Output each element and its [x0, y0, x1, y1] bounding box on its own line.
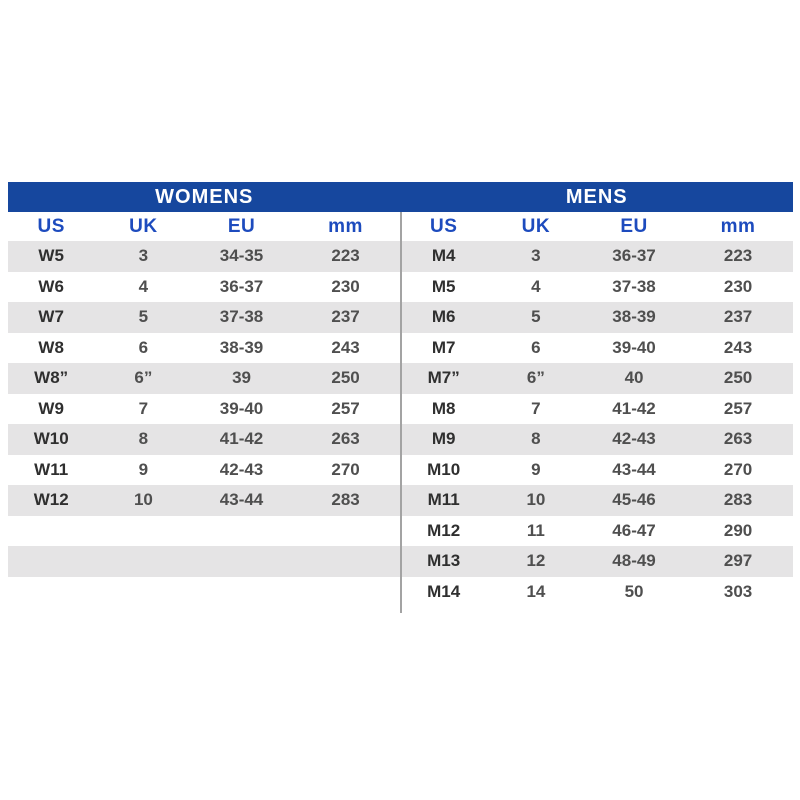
size-cell: 230 — [723, 276, 753, 296]
title-bar — [8, 182, 793, 212]
table-row — [401, 424, 794, 455]
size-cell: 243 — [331, 337, 360, 357]
table-row — [8, 455, 401, 486]
size-cell: 5 — [138, 307, 149, 327]
size-cell: 9 — [531, 459, 541, 479]
size-cell: 10 — [133, 490, 153, 510]
table-row — [401, 577, 794, 608]
size-cell: 3 — [531, 246, 541, 266]
size-cell: 4 — [531, 276, 541, 296]
size-cell: 263 — [331, 429, 360, 449]
table-row — [401, 272, 794, 303]
womens-size-table — [8, 212, 401, 607]
mens-col-header-us: US — [401, 212, 487, 241]
size-cell: 14 — [526, 581, 546, 601]
size-cell: M12 — [427, 520, 461, 540]
size-cell: 257 — [723, 398, 753, 418]
size-cell: M9 — [431, 429, 456, 449]
womens-column-header-row — [8, 212, 401, 241]
size-cell: 7 — [138, 398, 149, 418]
mens-table-body — [401, 241, 794, 607]
size-cell — [192, 516, 290, 547]
size-cell: M4 — [431, 246, 456, 266]
table-row — [8, 485, 401, 516]
size-cell: 46-47 — [612, 520, 656, 540]
size-cell: 37-38 — [612, 276, 656, 296]
table-row — [401, 546, 794, 577]
size-cell: 43-44 — [219, 490, 264, 510]
size-cell: 40 — [624, 368, 644, 388]
size-cell: W12 — [33, 490, 69, 510]
table-row — [8, 241, 401, 272]
size-cell: 6” — [526, 368, 545, 388]
size-cell: 230 — [331, 276, 360, 296]
table-row — [8, 333, 401, 364]
size-cell — [291, 577, 401, 608]
size-cell: 41-42 — [219, 429, 264, 449]
size-cell: 297 — [723, 551, 753, 571]
size-cell: 270 — [331, 459, 360, 479]
size-cell — [8, 516, 94, 547]
mens-col-header-mm: mm — [683, 212, 793, 241]
size-cell: M8 — [431, 398, 456, 418]
table-divider — [400, 212, 402, 613]
size-cell: 7 — [531, 398, 541, 418]
size-cell: 257 — [331, 398, 360, 418]
size-cell: 41-42 — [612, 398, 656, 418]
size-cell: W11 — [34, 459, 69, 479]
size-cell: M10 — [427, 459, 461, 479]
mens-column-header-row — [401, 212, 794, 241]
size-cell: 43-44 — [612, 459, 656, 479]
size-cell: W5 — [38, 246, 64, 266]
table-row — [8, 363, 401, 394]
size-cell: W6 — [38, 276, 64, 296]
size-cell: M7” — [427, 368, 460, 388]
size-cell: 8 — [531, 429, 541, 449]
mens-section-title: MENS — [565, 185, 628, 208]
table-row — [8, 424, 401, 455]
size-cell: 4 — [138, 276, 149, 296]
size-cell: 290 — [723, 520, 753, 540]
table-row — [8, 546, 401, 577]
table-row — [401, 363, 794, 394]
size-cell — [94, 577, 192, 608]
womens-section-title: WOMENS — [155, 185, 254, 208]
table-row — [8, 272, 401, 303]
table-row — [8, 394, 401, 425]
size-cell: 283 — [723, 490, 753, 510]
size-cell: 237 — [331, 307, 360, 327]
size-cell: 6 — [531, 337, 541, 357]
size-cell: 39 — [232, 368, 251, 388]
size-cell: 37-38 — [219, 307, 264, 327]
size-cell: 42-43 — [612, 429, 656, 449]
size-cell: 3 — [138, 246, 149, 266]
size-cell: 263 — [723, 429, 753, 449]
size-cell: 38-39 — [612, 307, 656, 327]
size-cell: 45-46 — [612, 490, 656, 510]
size-cell: 36-37 — [612, 246, 656, 266]
size-cell — [192, 546, 290, 577]
size-chart — [8, 182, 793, 607]
womens-col-header-mm: mm — [291, 212, 401, 241]
size-cell — [94, 546, 192, 577]
table-row — [401, 516, 794, 547]
size-cell: 303 — [723, 581, 753, 601]
table-row — [8, 577, 401, 608]
size-cell: 243 — [723, 337, 753, 357]
table-row — [8, 302, 401, 333]
size-cell: W10 — [33, 429, 69, 449]
size-cell: M5 — [431, 276, 456, 296]
size-cell: W9 — [38, 398, 64, 418]
size-cell: 250 — [331, 368, 360, 388]
size-cell: M7 — [431, 337, 456, 357]
mens-col-header-eu: EU — [585, 212, 683, 241]
size-cell — [291, 516, 401, 547]
size-cell: 223 — [723, 246, 753, 266]
size-cell — [8, 546, 94, 577]
size-cell — [8, 577, 94, 608]
size-cell: M13 — [427, 551, 461, 571]
size-cell: 8 — [138, 429, 149, 449]
table-row — [401, 394, 794, 425]
womens-table-body — [8, 241, 401, 607]
size-cell — [291, 546, 401, 577]
size-cell: 34-35 — [219, 246, 264, 266]
size-cell: 10 — [526, 490, 546, 510]
size-cell: W8 — [38, 337, 64, 357]
size-cell: 50 — [624, 581, 644, 601]
size-cell: 223 — [331, 246, 360, 266]
size-cell: 283 — [331, 490, 360, 510]
womens-col-header-eu: EU — [192, 212, 290, 241]
size-cell: 6 — [138, 337, 149, 357]
table-row — [401, 241, 794, 272]
size-cell: 237 — [723, 307, 753, 327]
table-row — [401, 302, 794, 333]
size-cell: W7 — [38, 307, 64, 327]
tables-area — [8, 212, 793, 607]
mens-size-table — [401, 212, 794, 607]
size-cell — [94, 516, 192, 547]
size-cell: 11 — [526, 520, 545, 540]
size-cell: 38-39 — [219, 337, 264, 357]
table-row — [401, 485, 794, 516]
size-cell: 9 — [138, 459, 149, 479]
size-cell: 250 — [723, 368, 753, 388]
womens-col-header-uk: UK — [94, 212, 192, 241]
size-cell — [192, 577, 290, 608]
size-cell: 36-37 — [219, 276, 264, 296]
table-row — [8, 516, 401, 547]
table-row — [401, 455, 794, 486]
size-cell: M6 — [431, 307, 456, 327]
size-cell: 5 — [531, 307, 541, 327]
size-cell: 270 — [723, 459, 753, 479]
size-cell: 12 — [526, 551, 546, 571]
womens-col-header-us: US — [8, 212, 94, 241]
size-cell: M11 — [427, 490, 460, 510]
size-cell: M14 — [427, 581, 461, 601]
mens-col-header-uk: UK — [487, 212, 585, 241]
size-cell: 6” — [134, 368, 153, 388]
size-cell: 48-49 — [612, 551, 656, 571]
size-cell: 39-40 — [219, 398, 264, 418]
size-cell: W8” — [34, 368, 69, 388]
table-row — [401, 333, 794, 364]
size-cell: 42-43 — [219, 459, 264, 479]
size-cell: 39-40 — [612, 337, 656, 357]
